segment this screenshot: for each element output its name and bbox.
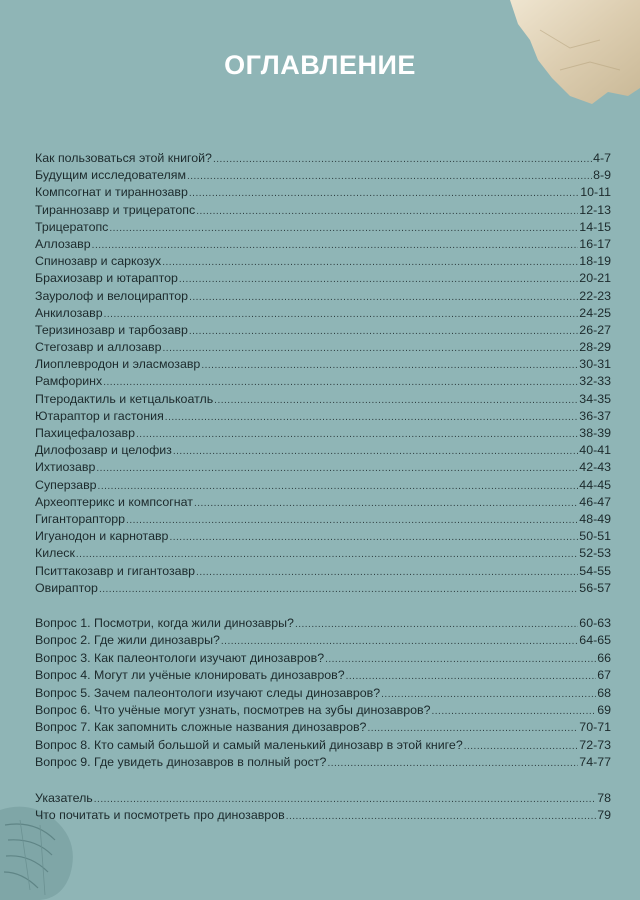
dot-leader <box>165 409 579 426</box>
toc-entry-page: 24-25 <box>579 305 611 320</box>
toc-entry[interactable] <box>35 632 611 649</box>
toc-entry-page: 67 <box>597 668 611 683</box>
toc-entry-title: Вопрос 6. Что учёные могут узнать, посмотрев на зубы динозавров? <box>35 702 431 717</box>
toc-entry[interactable] <box>35 408 611 425</box>
toc-entry-page: 36-37 <box>579 408 611 423</box>
dot-leader <box>201 357 578 374</box>
toc-entry[interactable] <box>35 356 611 373</box>
toc-entry[interactable] <box>35 580 611 597</box>
dot-leader <box>136 426 578 443</box>
toc-entry-title: Теризинозавр и тарбозавр <box>35 322 188 337</box>
dot-leader <box>187 168 592 185</box>
toc-entry[interactable] <box>35 339 611 356</box>
toc-entry-title: Лиоплевродон и эласмозавр <box>35 357 201 372</box>
toc-entry-page: 26-27 <box>579 322 611 337</box>
dot-leader <box>189 289 578 306</box>
toc-section-dinosaurs <box>35 150 611 597</box>
dot-leader <box>194 495 578 512</box>
toc-entry-title: Гиганторапторр <box>35 511 126 526</box>
toc-entry-page: 64-65 <box>579 633 611 648</box>
toc-entry-page: 52-53 <box>579 546 611 561</box>
toc-entry[interactable] <box>35 442 611 459</box>
toc-entry-page: 16-17 <box>579 236 611 251</box>
toc-entry-page: 44-45 <box>579 477 611 492</box>
toc-entry-page: 22-23 <box>579 288 611 303</box>
toc-entry-title: Что почитать и посмотреть про динозавров <box>35 808 285 823</box>
toc-section-questions <box>35 615 611 772</box>
toc-entry-page: 34-35 <box>579 391 611 406</box>
toc-entry-title: Трицератопс <box>35 219 109 234</box>
toc-entry[interactable] <box>35 667 611 684</box>
toc-entry[interactable] <box>35 270 611 287</box>
dot-leader <box>126 512 578 529</box>
toc-entry-title: Вопрос 5. Зачем палеонтологи изучают следы динозавров? <box>35 685 381 700</box>
toc-entry[interactable] <box>35 459 611 476</box>
toc-entry-title: Рамфоринх <box>35 374 103 389</box>
toc-entry[interactable] <box>35 685 611 702</box>
toc-entry[interactable] <box>35 150 611 167</box>
toc-entry-title: Брахиозавр и ютараптор <box>35 271 178 286</box>
dot-leader <box>96 460 578 477</box>
toc-entry[interactable] <box>35 719 611 736</box>
toc-entry-title: Вопрос 7. Как запомнить сложные названия динозавров? <box>35 720 367 735</box>
toc-entry[interactable] <box>35 754 611 771</box>
toc-entry-title: Тираннозавр и трицератопс <box>35 202 196 217</box>
toc-entry-title: Ихтиозавр <box>35 460 96 475</box>
toc-entry[interactable] <box>35 790 611 807</box>
toc-entry[interactable] <box>35 288 611 305</box>
toc-entry-page: 79 <box>597 808 611 823</box>
toc-entry-title: Игуанодон и карнотавр <box>35 529 169 544</box>
toc-entry-title: Овираптор <box>35 580 98 595</box>
toc-entry-page: 30-31 <box>579 357 611 372</box>
dot-leader <box>213 151 592 168</box>
dot-leader <box>196 203 578 220</box>
toc-entry[interactable] <box>35 702 611 719</box>
toc-entry-title: Компсогнат и тираннозавр <box>35 185 188 200</box>
toc-entry-page: 46-47 <box>579 494 611 509</box>
toc-entry-title: Вопрос 1. Посмотри, когда жили динозавры? <box>35 616 294 630</box>
toc-entry-title: Стегозавр и аллозавр <box>35 340 162 355</box>
toc-entry-title: Вопрос 4. Могут ли учёные клонировать динозавров? <box>35 668 345 683</box>
dot-leader <box>367 720 578 737</box>
dot-leader <box>196 564 578 581</box>
dot-leader <box>214 392 578 409</box>
toc-entry[interactable] <box>35 494 611 511</box>
toc-entry-page: 56-57 <box>579 580 611 595</box>
toc-entry-title: Вопрос 3. Как палеонтологи изучают динозавров? <box>35 650 325 665</box>
toc-entry-page: 48-49 <box>579 511 611 526</box>
toc-entry-title: Анкилозавр <box>35 305 103 320</box>
dot-leader <box>325 651 596 668</box>
toc-entry[interactable] <box>35 563 611 580</box>
dot-leader <box>189 185 579 202</box>
dot-leader <box>98 478 579 495</box>
toc-entry-page: 42-43 <box>579 460 611 475</box>
toc-entry-page: 12-13 <box>579 202 611 217</box>
dot-leader <box>327 755 578 772</box>
toc-entry[interactable] <box>35 477 611 494</box>
toc-entry-page: 8-9 <box>593 168 611 183</box>
toc-entry-page: 69 <box>597 702 611 717</box>
toc-entry-page: 18-19 <box>579 254 611 269</box>
dot-leader <box>109 220 578 237</box>
toc-entry-page: 20-21 <box>579 271 611 286</box>
toc-entry-title: Суперзавр <box>35 477 97 492</box>
toc-entry[interactable] <box>35 425 611 442</box>
toc-entry-page: 40-41 <box>579 443 611 458</box>
toc-entry-page: 4-7 <box>593 151 611 165</box>
toc-entry[interactable] <box>35 807 611 824</box>
toc-entry[interactable] <box>35 236 611 253</box>
dot-leader <box>464 738 579 755</box>
toc-entry[interactable] <box>35 253 611 270</box>
toc-entry-page: 50-51 <box>579 529 611 544</box>
dot-leader <box>173 443 578 460</box>
toc-entry[interactable] <box>35 615 611 632</box>
dot-leader <box>103 374 578 391</box>
dot-leader <box>104 306 579 323</box>
dot-leader <box>162 254 578 271</box>
toc-entry[interactable] <box>35 528 611 545</box>
toc-entry-page: 32-33 <box>579 374 611 389</box>
toc-entry-page: 38-39 <box>579 426 611 440</box>
toc-entry[interactable] <box>35 391 611 408</box>
toc-entry-page: 14-15 <box>579 219 611 234</box>
toc-entry[interactable] <box>35 650 611 667</box>
toc-entry-page: 66 <box>597 650 611 665</box>
toc-entry[interactable] <box>35 545 611 562</box>
dot-leader <box>295 616 578 633</box>
toc-entry-page: 54-55 <box>579 563 611 578</box>
dot-leader <box>381 686 596 703</box>
dot-leader <box>163 340 579 357</box>
dot-leader <box>286 808 597 825</box>
dot-leader <box>179 271 578 288</box>
toc-entry-page: 68 <box>597 685 611 700</box>
toc-entry[interactable] <box>35 322 611 339</box>
toc-entry-page: 28-29 <box>579 340 611 355</box>
dot-leader <box>431 703 596 720</box>
toc-entry-title: Птеродактиль и кетцалькоатль <box>35 391 214 406</box>
toc-entry-title: Будущим исследователям <box>35 168 186 183</box>
toc-entry[interactable] <box>35 184 611 201</box>
toc-section-appendix <box>35 790 611 824</box>
toc-entry-title: Вопрос 9. Где увидеть динозавров в полный рост? <box>35 755 327 770</box>
dot-leader <box>92 237 579 254</box>
toc-entry-title: Зауролоф и велоцираптор <box>35 288 189 303</box>
toc-entry-title: Вопрос 2. Где жили динозавры? <box>35 633 220 648</box>
toc-entry-title: Дилофозавр и целофиз <box>35 443 172 458</box>
toc-entry-title: Спинозавр и саркозух <box>35 254 162 269</box>
dot-leader <box>221 633 578 650</box>
toc-entry[interactable] <box>35 511 611 528</box>
dot-leader <box>94 791 596 808</box>
dot-leader <box>99 581 578 598</box>
toc-entry-page: 78 <box>597 791 611 805</box>
toc-entry-title: Археоптерикс и компсогнат <box>35 494 193 509</box>
toc-entry[interactable] <box>35 167 611 184</box>
toc-entry-title: Пситтакозавр и гигантозавр <box>35 563 196 578</box>
toc-entry-page: 70-71 <box>579 720 611 735</box>
toc-entry-title: Аллозавр <box>35 236 91 251</box>
toc-entry-title: Как пользоваться этой книгой? <box>35 151 212 165</box>
toc-entry[interactable] <box>35 305 611 322</box>
dot-leader <box>346 668 597 685</box>
toc-entry[interactable] <box>35 373 611 390</box>
toc-entry-page: 74-77 <box>579 755 611 770</box>
toc-entry-page: 72-73 <box>579 737 611 752</box>
toc-entry-title: Килеск <box>35 546 75 561</box>
dot-leader <box>189 323 578 340</box>
toc-entry-title: Пахицефалозавр <box>35 426 136 440</box>
toc-entry-title: Вопрос 8. Кто самый большой и самый маленький динозавр в этой книге? <box>35 737 463 752</box>
toc-entry[interactable] <box>35 202 611 219</box>
toc-entry-title: Указатель <box>35 791 93 805</box>
page-title: ОГЛАВЛЕНИЕ <box>224 50 416 80</box>
toc-entry-page: 10-11 <box>580 185 611 200</box>
dot-leader <box>76 546 578 563</box>
toc-entry[interactable] <box>35 219 611 236</box>
dot-leader <box>169 529 578 546</box>
toc-entry[interactable] <box>35 737 611 754</box>
toc-entry-page: 60-63 <box>579 616 611 630</box>
toc-entry-title: Ютараптор и гастония <box>35 408 164 423</box>
